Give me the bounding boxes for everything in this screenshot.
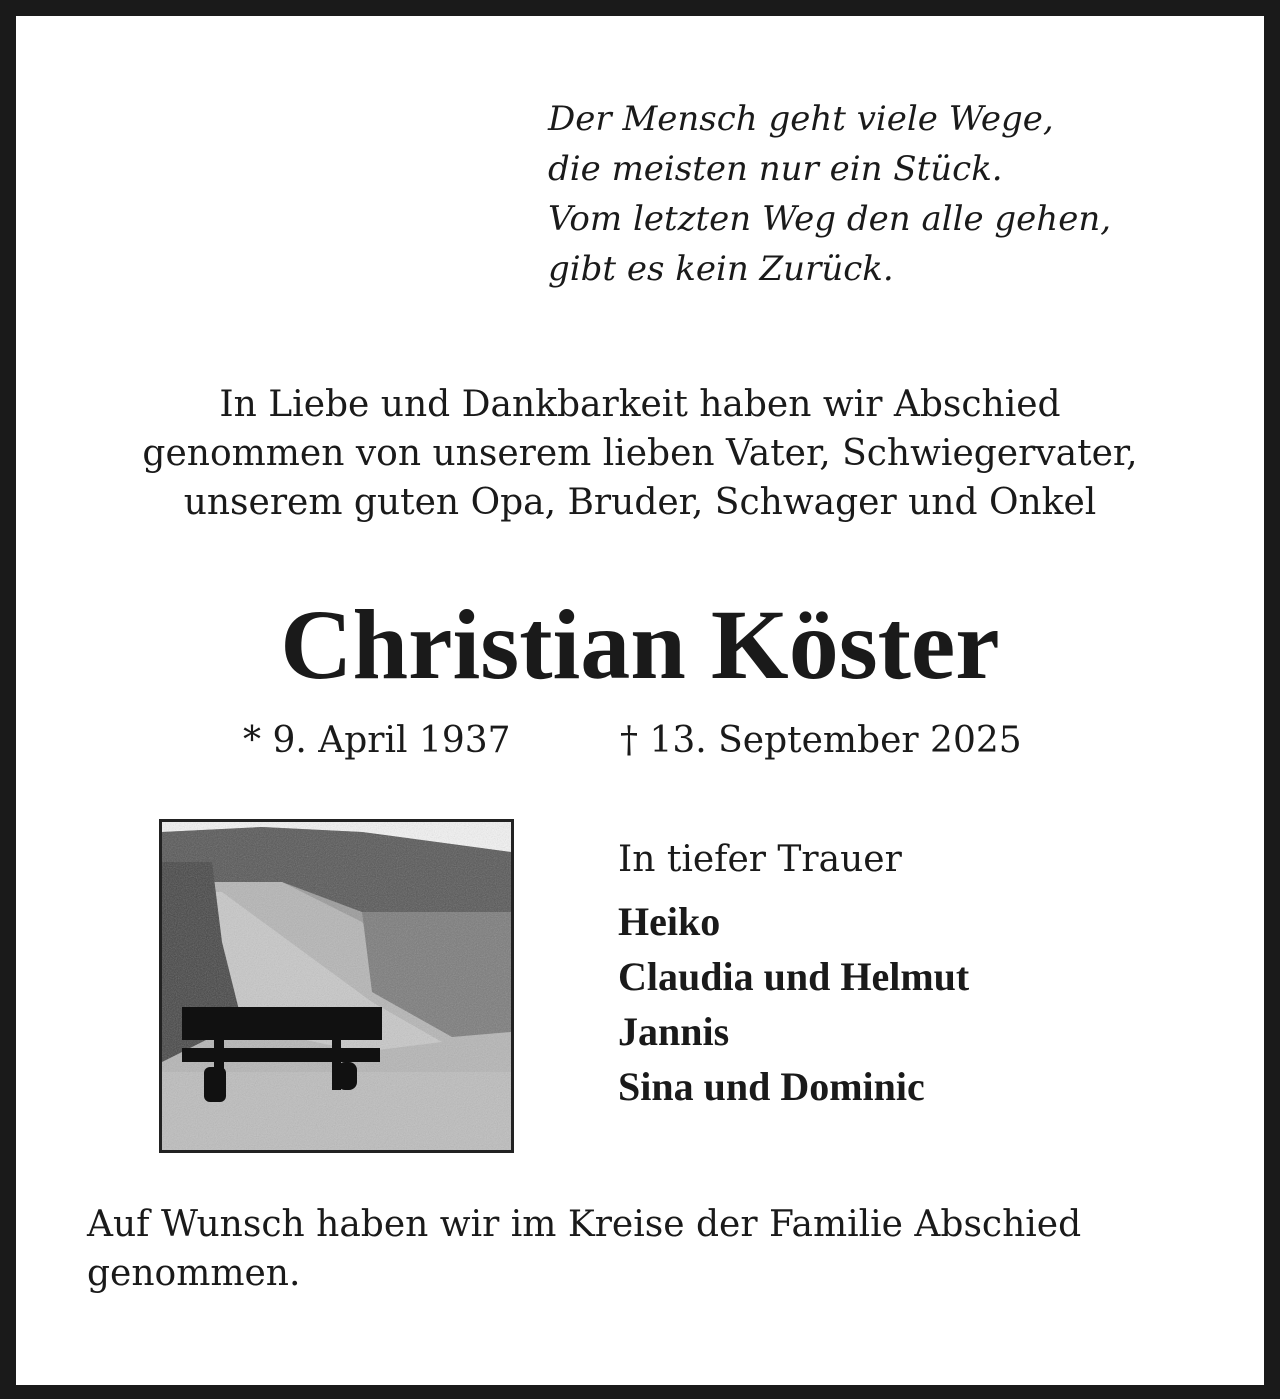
quote-line: gibt es kein Zurück. <box>548 249 894 289</box>
mourner-name: Jannis <box>618 1009 730 1054</box>
death-date: † 13. September 2025 <box>620 720 1022 761</box>
intro-text <box>0 380 1280 527</box>
quote-line: Vom letzten Weg den alle gehen, <box>548 199 1112 239</box>
bench-landscape-photo <box>159 819 514 1153</box>
quote-poem <box>548 94 1111 294</box>
mourner-name: Heiko <box>618 899 721 944</box>
birth-date: * 9. April 1937 <box>243 720 511 761</box>
intro-line: genommen von unserem lieben Vater, Schwiegervater, <box>142 433 1138 474</box>
mourners-heading: In tiefer Trauer <box>618 839 902 880</box>
deceased-name: Christian Köster <box>280 589 1000 700</box>
closing-text: Auf Wunsch haben wir im Kreise der Familie Abschied genommen. <box>87 1204 1082 1294</box>
mourner-name: Sina und Dominic <box>618 1064 925 1109</box>
mourner-name: Claudia und Helmut <box>618 954 970 999</box>
quote-line: die meisten nur ein Stück. <box>548 149 1003 189</box>
quote-line: Der Mensch geht viele Wege, <box>548 99 1054 139</box>
intro-line: unserem guten Opa, Bruder, Schwager und Onkel <box>183 482 1097 523</box>
intro-line: In Liebe und Dankbarkeit haben wir Abschied <box>219 384 1061 425</box>
mourners-section <box>618 836 969 1114</box>
